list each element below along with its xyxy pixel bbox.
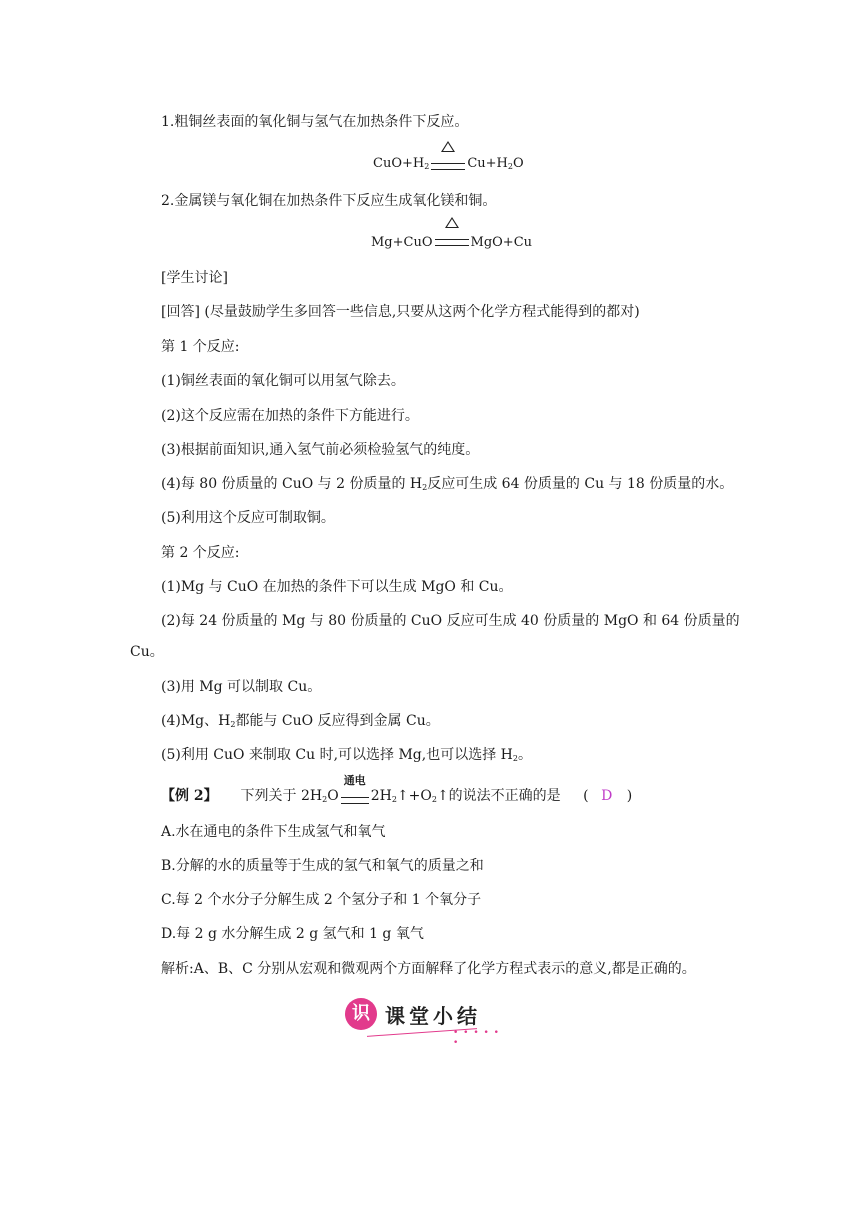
example-tag: 【例 2】	[161, 788, 218, 804]
equation-2: Mg+CuO MgO+Cu	[371, 233, 532, 253]
reaction-1-point-1: (1)铜丝表面的氧化铜可以用氢气除去。	[161, 373, 405, 389]
reaction-1-intro: 1.粗铜丝表面的氧化铜与氢气在加热条件下反应。	[161, 114, 469, 130]
option-c: C.每 2 个水分子分解生成 2 个氢分子和 1 个氧分子	[161, 892, 482, 908]
knowledge-icon: 识	[345, 998, 377, 1030]
reaction-1-title: 第 1 个反应:	[161, 339, 240, 355]
reaction-2-point-1: (1)Mg 与 CuO 在加热的条件下可以生成 MgO 和 Cu。	[161, 579, 513, 595]
reaction-1-point-3: (3)根据前面知识,通入氢气前必须检验氢气的纯度。	[161, 442, 480, 458]
reaction-1-point-2: (2)这个反应需在加热的条件下方能进行。	[161, 408, 419, 424]
triangle-icon	[429, 141, 467, 156]
answer-choice: D	[601, 788, 613, 804]
reaction-2-point-2-cont: Cu。	[130, 644, 164, 660]
option-a: A.水在通电的条件下生成氢气和氧气	[161, 824, 386, 840]
banner-dots: • • • • • •	[453, 1028, 500, 1048]
reaction-2-point-5: (5)利用 CuO 来制取 Cu 时,可以选择 Mg,也可以选择 $H_2$。	[161, 747, 532, 763]
reaction-1-point-4: (4)每 80 份质量的 CuO 与 2 份质量的 $H_2$反应可生成 64 份质量的 Cu 与 18 份质量的水。	[161, 476, 734, 492]
reaction-2-point-4: (4)Mg、$H_2$都能与 CuO 反应得到金属 Cu。	[161, 713, 440, 729]
reaction-2-point-2: (2)每 24 份质量的 Mg 与 80 份质量的 CuO 反应可生成 40 份质量的 MgO 和 64 份质量的	[161, 613, 740, 629]
section-banner	[345, 996, 505, 1048]
heat-condition	[433, 233, 471, 253]
option-b: B.分解的水的质量等于生成的氢气和氧气的质量之和	[161, 858, 484, 874]
analysis: 解析:A、B、C 分别从宏观和微观两个方面解释了化学方程式表示的意义,都是正确的。	[161, 961, 696, 977]
reaction-2-title: 第 2 个反应:	[161, 545, 240, 561]
reaction-2-intro: 2.金属镁与氧化铜在加热条件下反应生成氧化镁和铜。	[161, 193, 497, 209]
reaction-1-point-5: (5)利用这个反应可制取铜。	[161, 510, 335, 526]
student-discussion: [学生讨论]	[161, 270, 228, 286]
option-d: D.每 2 g 水分解生成 2 g 氢气和 1 g 氧气	[161, 926, 424, 942]
section-title: 课堂小结	[385, 1004, 481, 1028]
heat-condition	[429, 157, 467, 177]
reaction-2-point-3: (3)用 Mg 可以制取 Cu。	[161, 679, 322, 695]
equation-1: $CuO+H_2$ $Cu+H_2O$	[373, 154, 524, 177]
example-2-question: 【例 2】 下列关于 $2H_2O$ 通电 $2H_2↑+O_2↑$的说法不正确的是 ( D )	[161, 786, 632, 810]
triangle-icon	[433, 217, 471, 232]
answer-heading: [回答] (尽量鼓励学生多回答一些信息,只要从这两个化学方程式能得到的都对)	[161, 304, 640, 320]
electrolysis-condition: 通电	[339, 790, 371, 810]
